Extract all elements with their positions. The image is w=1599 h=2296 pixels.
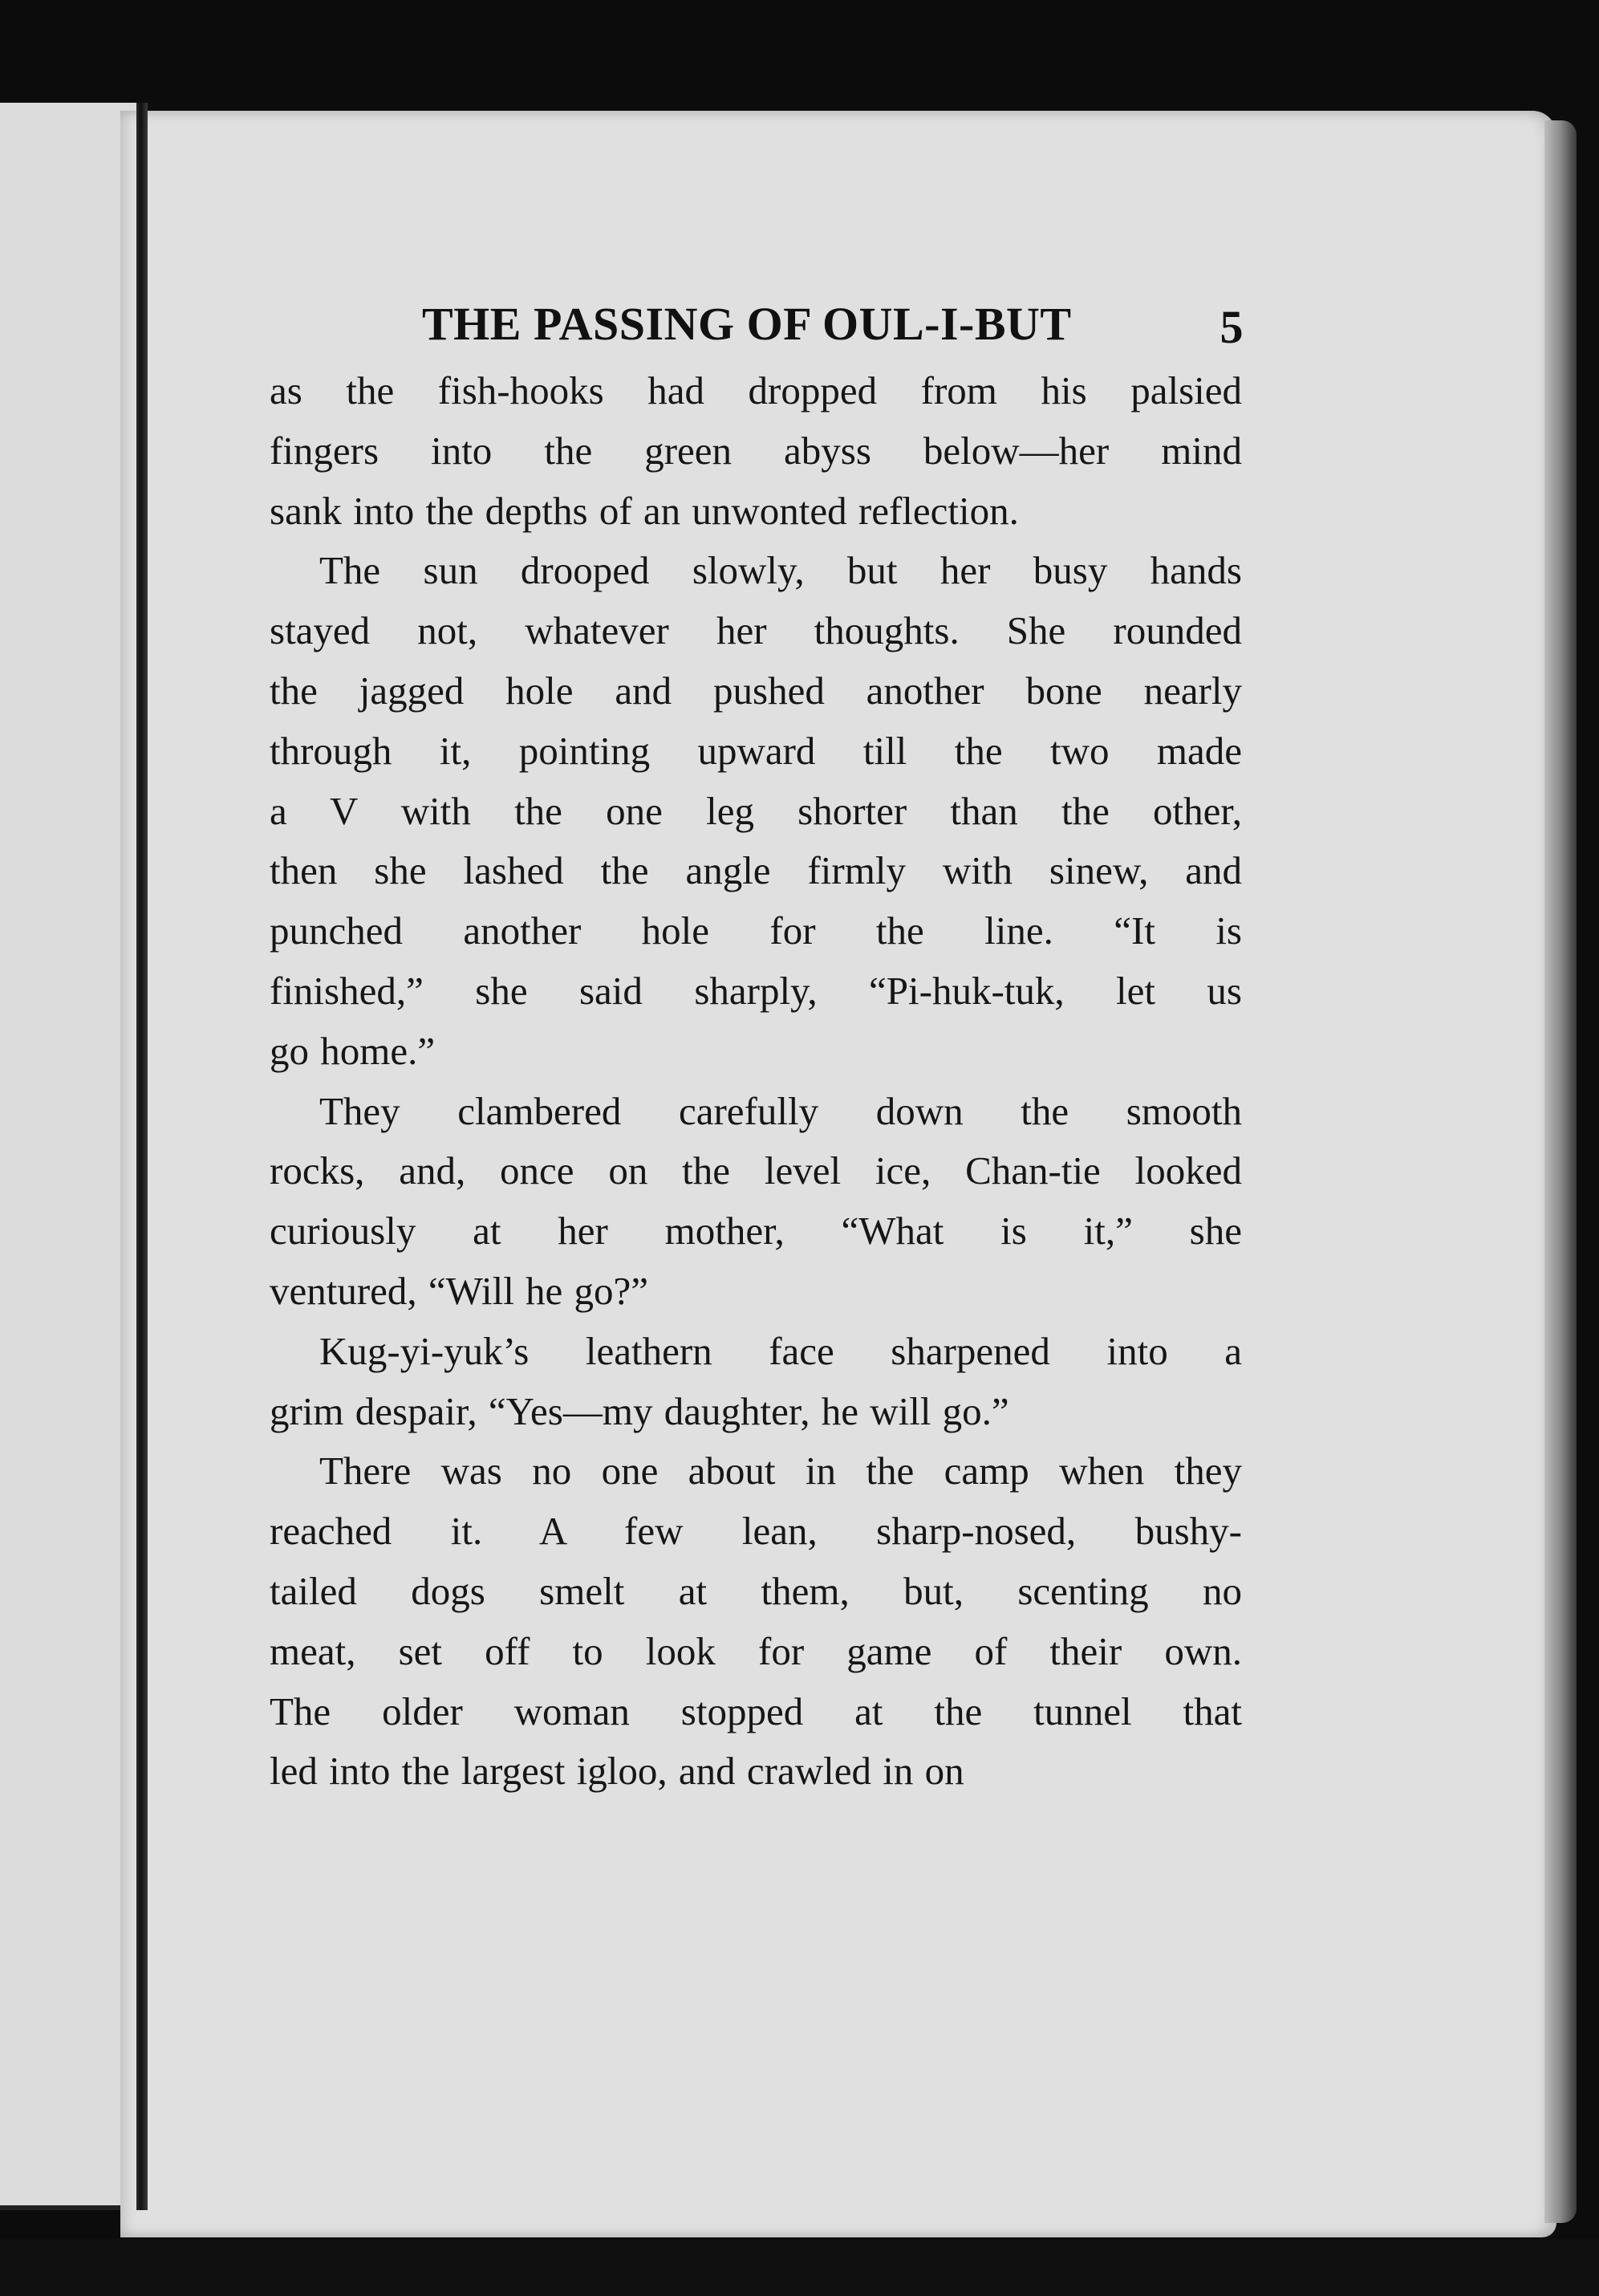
paragraph [270,541,1242,1081]
text-line: a V with the one leg shorter than the other, [270,788,1242,833]
book-gutter [136,103,148,2210]
running-title: THE PASSING OF OUL-I-BUT [422,298,1072,350]
text-line: led into the largest igloo, and crawled in on [270,1749,964,1794]
text-line: The older woman stopped at the tunnel that [270,1688,1242,1733]
text-line: then she lashed the angle firmly with sinew, and [270,848,1242,893]
text-line: go home.” [270,1028,436,1073]
text-line: tailed dogs smelt at them, but, scenting no [270,1568,1242,1613]
running-head [270,289,1242,361]
text-line: reached it. A few lean, sharp-nosed, bushy- [270,1509,1242,1554]
paragraph [270,1322,1242,1442]
text-line: stayed not, whatever her thoughts. She rounded [270,608,1242,653]
text-line: They clambered carefully down the smooth [319,1088,1242,1133]
text-line: curiously at her mother, “What is it,” she [270,1209,1242,1254]
page-number: 5 [1220,301,1244,353]
text-line: fingers into the green abyss below—her mind [270,428,1242,473]
scan-border [0,2239,1599,2296]
page-edge-shadow [1544,120,1577,2223]
text-line: There was no one about in the camp when they [319,1449,1242,1493]
paragraph [270,361,1242,541]
text-line: Kug-yi-yuk’s leathern face sharpened into a [319,1328,1242,1373]
paragraph [270,1441,1242,1802]
text-line: punched another hole for the line. “It is [270,908,1242,953]
paragraph [270,1082,1242,1322]
text-line: grim despair, “Yes—my daughter, he will go.” [270,1388,1009,1433]
text-line: meat, set off to look for game of their own. [270,1628,1242,1673]
text-line: The sun drooped slowly, but her busy hands [319,548,1242,593]
text-line: through it, pointing upward till the two made [270,728,1242,773]
text-line: finished,” she said sharply, “Pi-huk-tuk, let us [270,968,1242,1013]
text-line: rocks, and, once on the level ice, Chan-tie looked [270,1148,1242,1193]
page-text [270,289,1242,1802]
text-line: as the fish-hooks had dropped from his palsied [270,368,1242,412]
text-line: sank into the depths of an unwonted reflection. [270,488,1019,533]
text-line: ventured, “Will he go?” [270,1268,649,1313]
body-text [270,361,1242,1802]
text-line: the jagged hole and pushed another bone nearly [270,668,1242,713]
